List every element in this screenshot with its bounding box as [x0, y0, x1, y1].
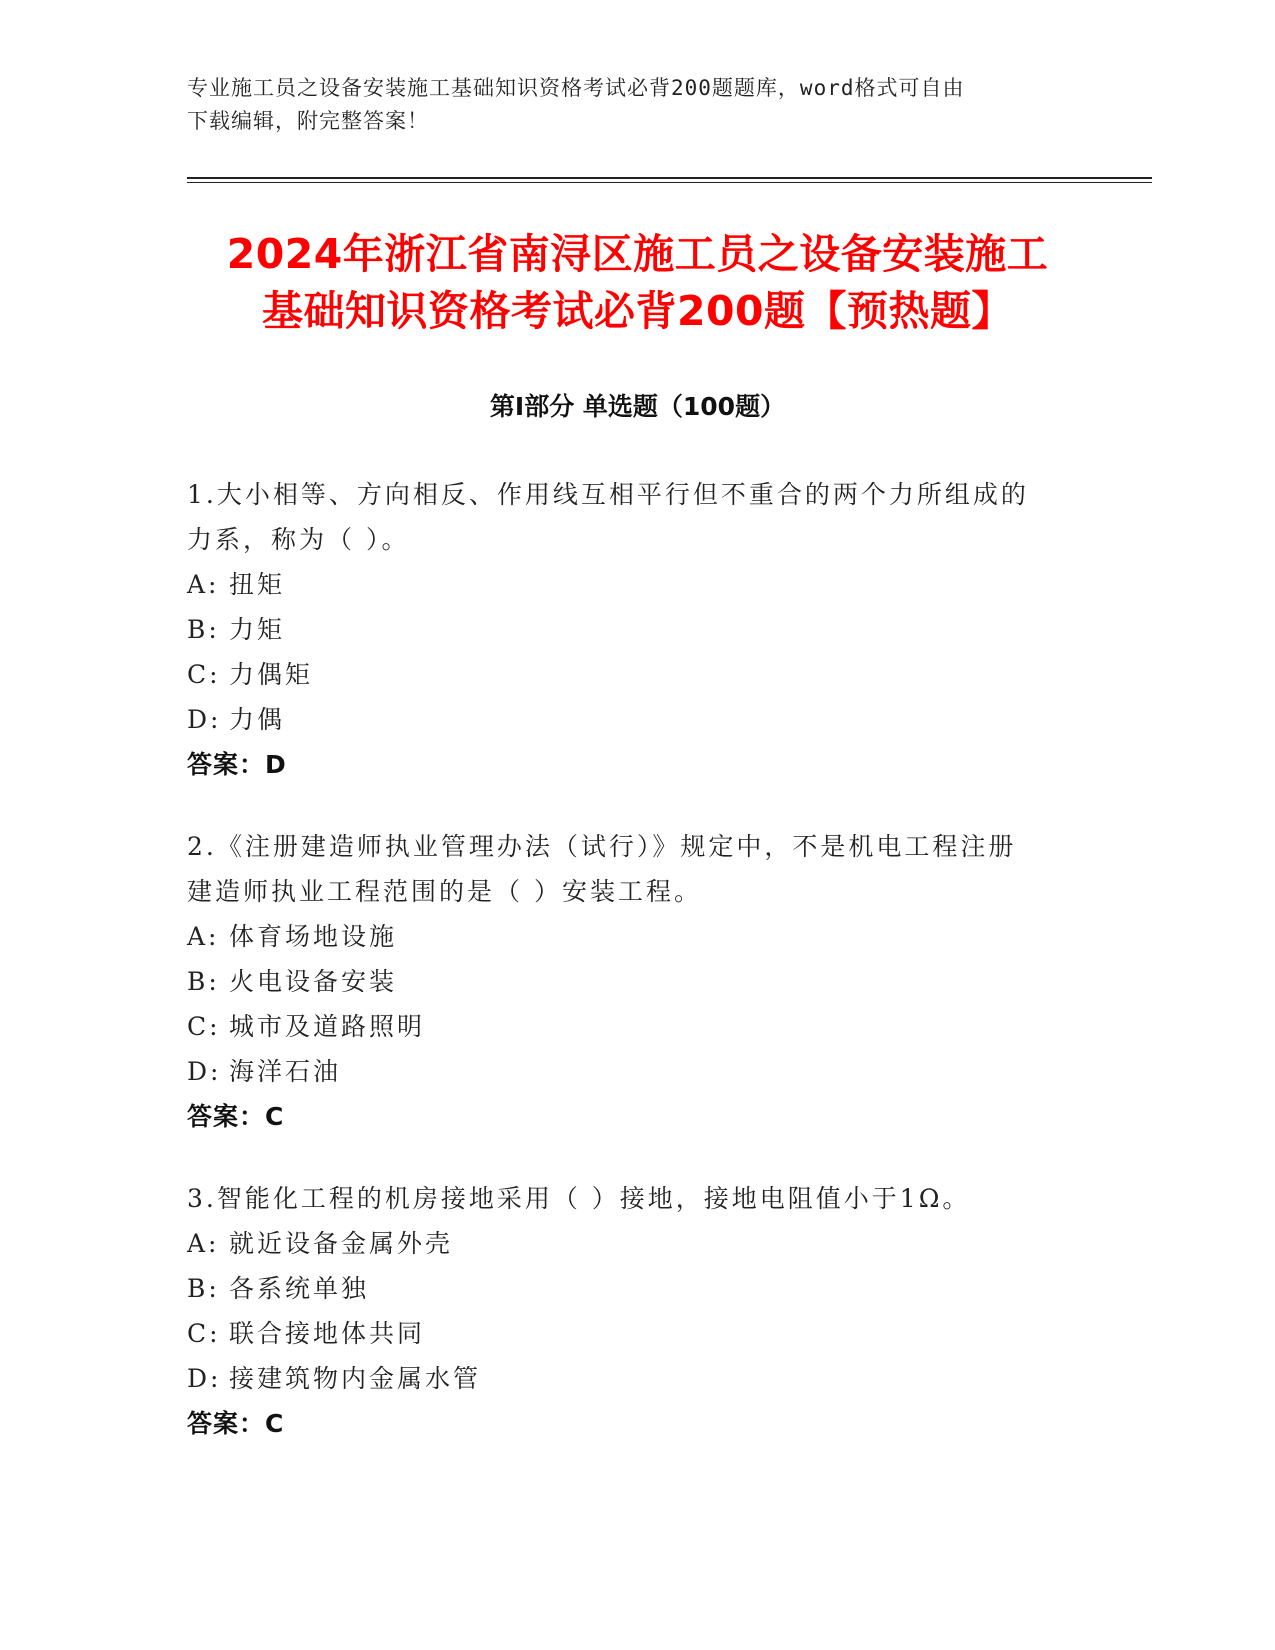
- option-text: 海洋石油: [229, 1057, 342, 1086]
- option-text: 力矩: [229, 615, 286, 644]
- option-text: 力偶: [229, 705, 286, 734]
- header-note-line-2: 下载编辑，附完整答案！: [187, 109, 429, 133]
- option-text: 接建筑物内金属水管: [229, 1364, 482, 1393]
- question-list: [187, 472, 1067, 1483]
- question-item: [187, 824, 1067, 1139]
- answer-line: 答案：D: [187, 750, 287, 779]
- option-text: 联合接地体共同: [229, 1319, 426, 1348]
- option-key: B:: [187, 1274, 220, 1303]
- document-title: [160, 226, 1115, 340]
- header-rule-thick: [187, 177, 1152, 179]
- answer-line: 答案：C: [187, 1102, 285, 1131]
- question-stem-line: 1.大小相等、方向相反、作用线互相平行但不重合的两个力所组成的: [187, 480, 1029, 509]
- option-c: [187, 652, 1067, 697]
- option-text: 就近设备金属外壳: [229, 1229, 454, 1258]
- option-c: [187, 1311, 1067, 1356]
- option-key: C:: [187, 1319, 221, 1348]
- question-stem-line: 3.智能化工程的机房接地采用（ ）接地，接地电阻值小于1Ω。: [187, 1184, 971, 1213]
- question-item: [187, 472, 1067, 787]
- question-stem-line: 力系，称为（ ）。: [187, 525, 410, 554]
- option-d: [187, 1049, 1067, 1094]
- option-a: [187, 914, 1067, 959]
- option-text: 各系统单独: [229, 1274, 370, 1303]
- option-key: D:: [187, 1057, 222, 1086]
- question-item: [187, 1176, 1067, 1446]
- option-key: D:: [187, 705, 222, 734]
- option-b: [187, 607, 1067, 652]
- option-key: B:: [187, 967, 220, 996]
- title-line-2: 基础知识资格考试必背200题【预热题】: [261, 287, 1014, 335]
- answer-line: 答案：C: [187, 1409, 285, 1438]
- option-d: [187, 697, 1067, 742]
- option-b: [187, 959, 1067, 1004]
- option-key: D:: [187, 1364, 222, 1393]
- title-line-1: 2024年浙江省南浔区施工员之设备安装施工: [226, 230, 1049, 278]
- question-stem-line: 建造师执业工程范围的是（ ）安装工程。: [187, 877, 702, 906]
- option-text: 体育场地设施: [229, 922, 398, 951]
- option-key: A:: [187, 922, 220, 951]
- header-note: [187, 72, 1087, 138]
- option-key: C:: [187, 660, 221, 689]
- option-key: C:: [187, 1012, 221, 1041]
- option-text: 火电设备安装: [229, 967, 398, 996]
- question-stem-line: 2.《注册建造师执业管理办法（试行）》规定中，不是机电工程注册: [187, 832, 1017, 861]
- option-a: [187, 1221, 1067, 1266]
- header-rule-thin: [187, 182, 1152, 183]
- option-a: [187, 562, 1067, 607]
- header-note-line-1: 专业施工员之设备安装施工基础知识资格考试必背200题题库，word格式可自由: [187, 76, 965, 100]
- option-key: A:: [187, 1229, 220, 1258]
- option-key: A:: [187, 570, 220, 599]
- option-key: B:: [187, 615, 220, 644]
- option-text: 扭矩: [229, 570, 286, 599]
- option-b: [187, 1266, 1067, 1311]
- option-text: 城市及道路照明: [229, 1012, 426, 1041]
- section-heading: 第Ⅰ部分 单选题（100题）: [489, 392, 786, 421]
- option-c: [187, 1004, 1067, 1049]
- option-text: 力偶矩: [229, 660, 314, 689]
- option-d: [187, 1356, 1067, 1401]
